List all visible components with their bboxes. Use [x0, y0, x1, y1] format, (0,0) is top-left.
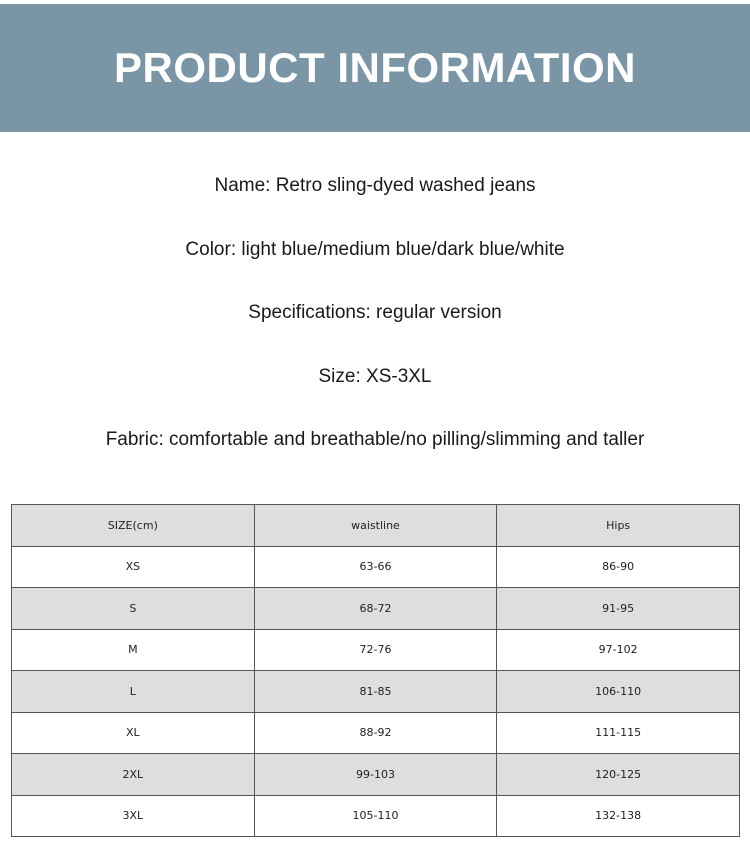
title-banner — [0, 4, 750, 132]
cell-hips: 132-138 — [497, 795, 740, 837]
cell-hips: 106-110 — [497, 671, 740, 713]
size-chart-table — [11, 504, 740, 837]
table-row — [12, 671, 740, 713]
header-waistline: waistline — [254, 505, 497, 547]
cell-waistline: 99-103 — [254, 754, 497, 796]
header-size: SIZE(cm) — [12, 505, 255, 547]
cell-hips: 91-95 — [497, 588, 740, 630]
cell-waistline: 88-92 — [254, 712, 497, 754]
cell-waistline: 81-85 — [254, 671, 497, 713]
page-title: PRODUCT INFORMATION — [113, 44, 636, 91]
table-row — [12, 629, 740, 671]
table-row — [12, 546, 740, 588]
cell-size: L — [12, 671, 255, 713]
product-color: Color: light blue/medium blue/dark blue/white — [185, 238, 565, 260]
product-name: Name: Retro sling-dyed washed jeans — [214, 175, 536, 196]
cell-size: 3XL — [12, 795, 255, 837]
cell-hips: 97-102 — [497, 629, 740, 671]
cell-size: XL — [12, 712, 255, 754]
cell-waistline: 63-66 — [254, 546, 497, 588]
header-hips: Hips — [497, 505, 740, 547]
cell-size: XS — [12, 546, 255, 588]
product-info — [0, 168, 750, 486]
cell-hips: 111-115 — [497, 712, 740, 754]
cell-hips: 86-90 — [497, 546, 740, 588]
product-specifications: Specifications: regular version — [248, 302, 502, 323]
cell-waistline: 105-110 — [254, 795, 497, 837]
cell-size: S — [12, 588, 255, 630]
table-row — [12, 754, 740, 796]
cell-size: 2XL — [12, 754, 255, 796]
table-row — [12, 795, 740, 837]
product-fabric: Fabric: comfortable and breathable/no pilling/slimming and taller — [105, 429, 645, 450]
cell-waistline: 68-72 — [254, 588, 497, 630]
table-row — [12, 588, 740, 630]
cell-waistline: 72-76 — [254, 629, 497, 671]
cell-size: M — [12, 629, 255, 671]
table-header-row — [12, 505, 740, 547]
cell-hips: 120-125 — [497, 754, 740, 796]
table-row — [12, 712, 740, 754]
product-size: Size: XS-3XL — [318, 365, 432, 387]
